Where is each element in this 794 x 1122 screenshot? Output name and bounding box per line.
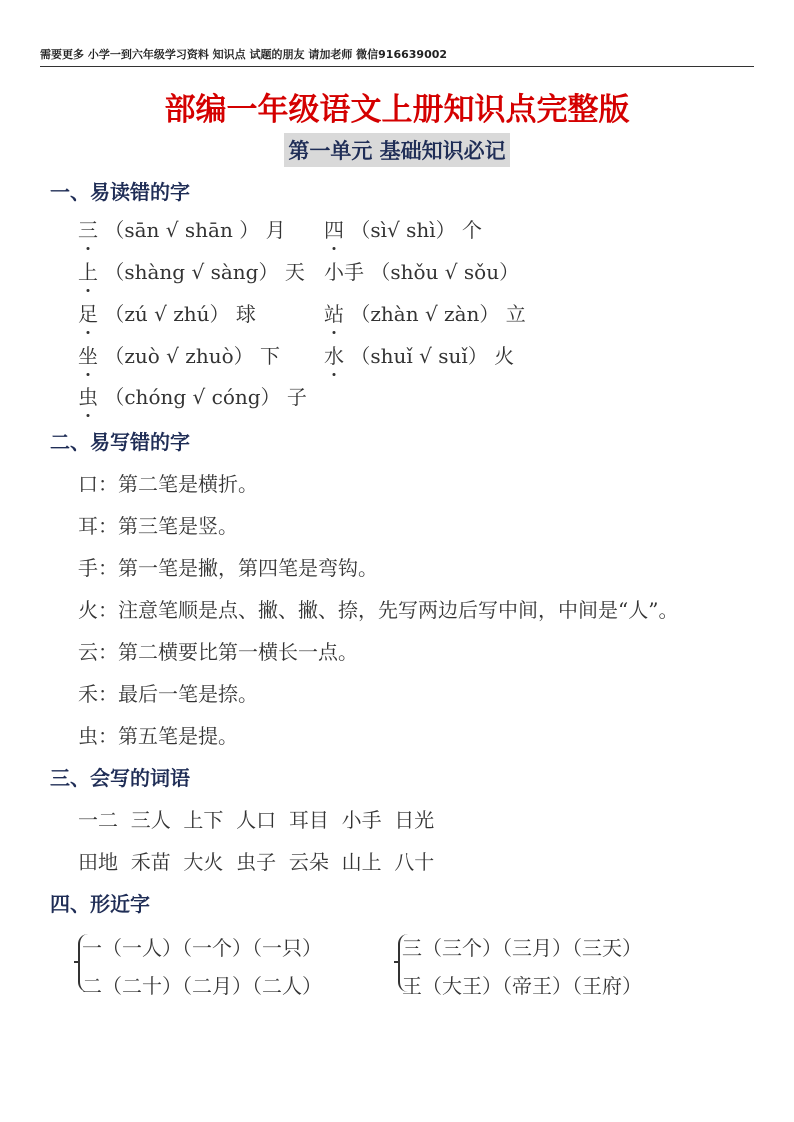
similar-char-row: 王（大王）（帝王）（王府） [402, 974, 642, 998]
pron-char: 四 [324, 218, 344, 242]
pron-item [78, 381, 307, 410]
pron-char: 虫 [78, 385, 98, 409]
word-list-row: 田地 禾苗 大火 虫子 云朵 山上 八十 [78, 850, 435, 874]
pron-item [324, 340, 514, 369]
similar-char-row: 三（三个）（三月）（三天） [402, 936, 642, 960]
pron-pinyin: （zuò √ zhuò） [104, 344, 254, 368]
pron-char: 小手 [324, 260, 364, 284]
page-subtitle: 第一单元 基础知识必记 [284, 133, 509, 167]
pron-item [78, 298, 256, 327]
pron-char: 站 [324, 302, 344, 326]
pron-tail: 火 [494, 344, 515, 368]
page-title: 部编一年级语文上册知识点完整版 [164, 92, 630, 128]
pron-pinyin: （sì√ shì） [350, 218, 456, 242]
pron-tail: 下 [259, 344, 280, 368]
pron-char: 三 [78, 218, 98, 242]
section-heading-3: 三、会写的词语 [50, 766, 190, 790]
pron-char: 足 [78, 302, 98, 326]
pron-pinyin: （shuǐ √ suǐ） [350, 344, 488, 368]
pron-tail: 天 [284, 260, 305, 284]
pron-char: 坐 [78, 344, 98, 368]
pron-item [78, 256, 305, 285]
pron-char: 上 [78, 260, 98, 284]
similar-char-row: 二（二十）（二月）（二人） [82, 974, 322, 998]
page-header-note: 需要更多 小学一到六年级学习资料 知识点 试题的朋友 请加老师 微信916639002 [40, 48, 754, 67]
pron-item [78, 340, 280, 369]
writing-note: 云：第二横要比第一横长一点。 [78, 640, 358, 664]
pron-pinyin: （zhàn √ zàn） [350, 302, 500, 326]
word-list-row: 一二 三人 上下 人口 耳目 小手 日光 [78, 808, 435, 832]
pron-pinyin: （chóng √ cóng） [104, 385, 281, 409]
pron-item [324, 214, 482, 243]
pron-pinyin: （shǒu √ sǒu） [370, 260, 520, 284]
pron-tail: 立 [505, 302, 526, 326]
writing-note: 虫：第五笔是提。 [78, 724, 238, 748]
writing-note: 手：第一笔是撇，第四笔是弯钩。 [78, 556, 378, 580]
pron-tail: 月 [265, 218, 286, 242]
pron-tail: 球 [235, 302, 256, 326]
writing-note: 火：注意笔顺是点、撇、撇、捺，先写两边后写中间，中间是“人”。 [78, 598, 679, 622]
subtitle-wrap [0, 133, 794, 167]
writing-note: 禾：最后一笔是捺。 [78, 682, 258, 706]
similar-char-row: 一（一人）（一个）（一只） [82, 936, 322, 960]
section-heading-4: 四、形近字 [50, 892, 150, 916]
writing-note: 耳：第三笔是竖。 [78, 514, 238, 538]
writing-note: 口：第二笔是横折。 [78, 472, 258, 496]
pron-tail: 子 [286, 385, 307, 409]
pron-item [324, 256, 519, 285]
pron-item [324, 298, 526, 327]
pron-char: 水 [324, 344, 344, 368]
pron-item [78, 214, 286, 243]
pron-pinyin: （shàng √ sàng） [104, 260, 279, 284]
pron-pinyin: （zú √ zhú） [104, 302, 230, 326]
section-heading-2: 二、易写错的字 [50, 430, 190, 454]
pron-pinyin: （sān √ shān ） [104, 218, 260, 242]
section-heading-1: 一、易读错的字 [50, 180, 190, 204]
pron-tail: 个 [462, 218, 483, 242]
